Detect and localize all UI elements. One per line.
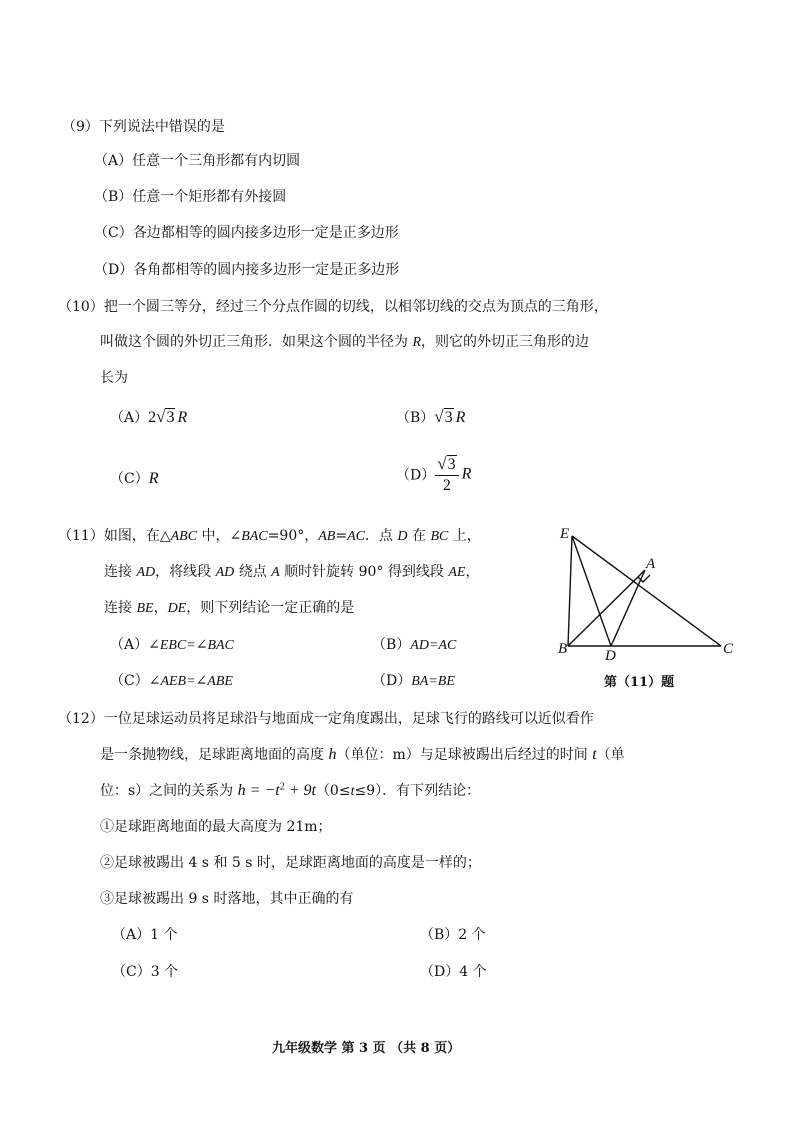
q10-line2: 叫做这个圆的外切正三角形．如果这个圆的半径为 R，则它的外切正三角形的边	[100, 334, 590, 350]
segment-ED	[572, 536, 611, 646]
q12-option-d: （D）4 个	[420, 964, 487, 980]
q12-line3: 位：s）之间的关系为 $h = -t^2 + 9t(0\le t\le 9)$．有下列结论：	[100, 781, 481, 799]
label-C: C	[723, 641, 734, 657]
q11-figure	[556, 522, 746, 667]
segment-EC	[572, 536, 721, 646]
q11-line1: （11）如图，在△ABC 中，∠BAC=90°，AB=AC．点 D 在 BC 上，	[58, 528, 481, 544]
q11-line3: 连接 BE，DE，则下列结论一定正确的是	[104, 600, 355, 616]
q11-option-d: （D）BA=BE	[372, 673, 455, 689]
q12-line2: 是一条抛物线，足球距离地面的高度 h（单位：m）与足球被踢出后经过的时间 t（单	[100, 746, 625, 763]
q12-conclusion-1: ①足球距离地面的最大高度为 21m；	[100, 819, 332, 835]
label-D: D	[605, 648, 616, 664]
label-E: E	[560, 526, 570, 542]
q11-line2: 连接 AD，将线段 AD 绕点 A 顺时针旋转 90° 得到线段 AE，	[104, 564, 480, 580]
q9-option-c: （C）各边都相等的圆内接多边形一定是正多边形	[94, 225, 399, 241]
q11-figure-caption: 第（11）题	[604, 675, 675, 690]
page-footer: 九年级数学 第 3 页 （共 8 页）	[272, 1041, 461, 1056]
label-B: B	[558, 641, 568, 657]
q9-option-b: （B）任意一个矩形都有外接圆	[94, 189, 287, 205]
q12-option-b: （B）2 个	[420, 927, 486, 943]
q10-line3: 长为	[100, 370, 128, 386]
q11-option-c: （C）∠AEB=∠ABE	[110, 673, 233, 689]
q9-option-a: （A）任意一个三角形都有内切圆	[94, 153, 301, 169]
segment-AD	[611, 570, 645, 646]
q12-conclusion-2: ②足球被踢出 4 s 和 5 s 时，足球距离地面的高度是一样的；	[100, 855, 481, 871]
q11-option-b: （B）AD=AC	[372, 637, 457, 653]
q10-option-a: （A）2√3 R	[110, 407, 188, 426]
q12-conclusion-3: ③足球被踢出 9 s 时落地，其中正确的有	[100, 891, 354, 907]
q12-option-c: （C）3 个	[112, 964, 179, 980]
q12-line1: （12）一位足球运动员将足球沿与地面成一定角度踢出，足球飞行的路线可以近似看作	[58, 711, 594, 727]
q11-option-a: （A）∠EBC=∠BAC	[110, 637, 234, 653]
q10-line1: （10）把一个圆三等分，经过三个分点作圆的切线，以相邻切线的交点为顶点的三角形，	[58, 299, 608, 315]
label-A: A	[646, 556, 656, 572]
q10-option-d: （D） $\frac{√3}{2}$ R	[396, 454, 472, 494]
q9-option-d: （D）各角都相等的圆内接多边形一定是正多边形	[94, 262, 400, 278]
segment-EB	[568, 536, 572, 646]
q12-option-a: （A）1 个	[112, 927, 178, 943]
q10-option-b: （B）√3 R	[396, 407, 466, 426]
q10-option-c: （C）R	[110, 470, 159, 487]
q9-stem: （9）下列说法中错误的是	[62, 119, 225, 135]
